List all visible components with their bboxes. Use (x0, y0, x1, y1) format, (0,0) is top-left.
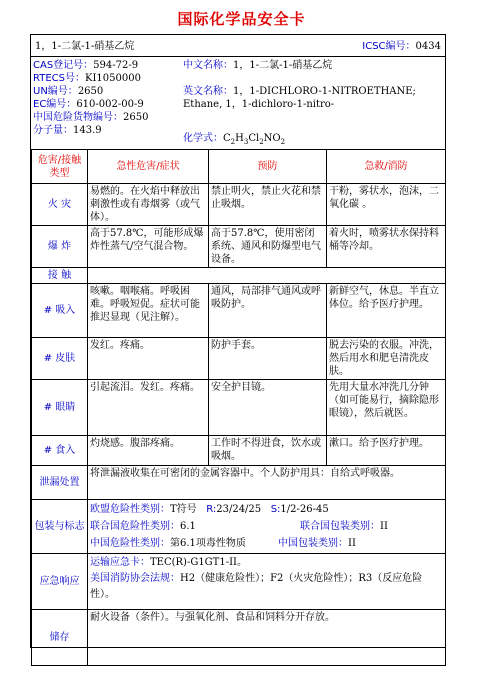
cn-pack-label: 中国包装类别： (278, 538, 348, 549)
table-row (32, 380, 446, 436)
table-row (32, 500, 446, 554)
header-prevention: 预防 (209, 150, 327, 184)
icsc-value: 0434 (415, 41, 441, 52)
transport-value: TEC(R)-G1GT1-II。 (150, 557, 247, 568)
formula-h: H (235, 133, 244, 144)
rtecs-value: KI1050000 (84, 73, 141, 84)
ec-row (33, 98, 183, 111)
table-row (32, 226, 446, 268)
cn-label: 中国危险货物编号： (33, 112, 123, 123)
row-label-skin: # 皮肤 (32, 338, 88, 380)
header-type: 危害/接触类型 (32, 150, 88, 184)
cnname-row (183, 59, 441, 72)
cn-hazard-label: 中国危险性类别： (90, 538, 170, 549)
spill-text: 将泄漏液收集在可密闭的金属容器中。个人防护用具：自给式呼吸器。 (88, 466, 446, 500)
cnname-label: 中文名称： (183, 60, 233, 71)
cn-pack (278, 535, 356, 552)
table-row (32, 284, 446, 338)
row-label-package: 包装与标志 (32, 500, 88, 554)
ec-label: EC编号： (33, 99, 77, 110)
formula-no-n: 2 (280, 138, 286, 146)
cas-label: CAS登记号： (33, 60, 94, 71)
emergency-content (88, 554, 446, 610)
un-pack (300, 518, 388, 535)
row-label-contact: 接 触 (32, 268, 88, 284)
ec-value: 610-002-00-9 (76, 99, 144, 110)
table-row (32, 268, 446, 284)
table-row (32, 466, 446, 500)
ident-left (33, 59, 183, 137)
formula-cl: Cl (248, 133, 260, 144)
table-header-row (32, 150, 446, 184)
row-label-ingest: # 食入 (32, 436, 88, 466)
table-row (32, 338, 446, 380)
cn-value: 2650 (123, 112, 149, 123)
enname-label: 英文名称： (183, 86, 233, 97)
un-value: 2650 (77, 86, 104, 97)
package-un-line (90, 518, 443, 535)
cn-hazard-value: 第6.1项毒性物质 (170, 538, 246, 549)
ident-right (183, 59, 441, 146)
eye-first-aid: 先用大量水冲洗几分钟（如可能易行，摘除隐形眼镜），然后就医。 (327, 380, 446, 436)
transport-line (90, 555, 443, 571)
icsc-label: ICSC编号： (362, 41, 416, 52)
rtecs-label: RTECS号： (33, 73, 85, 84)
eye-prevention: 安全护目镜。 (209, 380, 327, 436)
fire-prevention: 禁止明火，禁止火花和禁止吸烟。 (209, 184, 327, 226)
package-cn-line (90, 535, 443, 552)
s-label: S: (270, 504, 281, 515)
row-label-explosion: 爆 炸 (32, 226, 88, 268)
hazard-table (31, 149, 446, 666)
skin-prevention: 防护手套。 (209, 338, 327, 380)
contact-empty (88, 268, 446, 284)
nfpa-value: H2（健康危险性）；F2（火灾危险性）；R3（反应危险性）。 (90, 573, 423, 600)
row-label-storage: 储存 (32, 610, 88, 666)
un-hazard-value: 6.1 (180, 521, 196, 532)
s-value: 1/2-26-45 (280, 504, 329, 515)
formula-c: C (223, 133, 231, 144)
table-row (32, 554, 446, 610)
ingest-prevention: 工作时不得进食，饮水或吸烟。 (209, 436, 327, 466)
row-label-eye: # 眼睛 (32, 380, 88, 436)
formula-h-n: 3 (243, 138, 249, 146)
divider (31, 56, 445, 57)
un-label: UN编号： (33, 86, 78, 97)
formula-label: 化学式： (183, 133, 223, 144)
inhale-prevention: 通风，局部排气通风或呼吸防护。 (209, 284, 327, 338)
nfpa-label: 美国消防协会法规： (90, 573, 180, 584)
row-label-spill: 泄漏处置 (32, 466, 88, 500)
cn-row (33, 111, 183, 124)
fire-first-aid: 干粉，雾状水，泡沫，二氧化碳 。 (327, 184, 446, 226)
rtecs-row (33, 72, 183, 85)
inhale-first-aid: 新鲜空气，休息。半直立体位。给予医疗护理。 (327, 284, 446, 338)
package-content (88, 500, 446, 554)
icsc-number (362, 40, 441, 53)
storage-text: 耐火设备（条件）。与强氧化剂、食品和饲料分开存放。 (88, 610, 446, 666)
package-eu-line (90, 501, 443, 518)
ingest-symptoms: 灼烧感。腹部疼痛。 (88, 436, 209, 466)
header-symptoms: 急性危害/症状 (88, 150, 209, 184)
table-row (32, 436, 446, 466)
chemical-name-header: 1，1-二氯-1-硝基乙烷 (35, 41, 135, 52)
explosion-symptoms: 高于57.8℃，可能形成爆炸性蒸气/空气混合物。 (88, 226, 209, 268)
fire-symptoms: 易燃的。在火焰中释放出刺激性或有毒烟雾（或气体）。 (88, 184, 209, 226)
un-pack-value: II (380, 521, 388, 532)
eu-value: T符号 (170, 504, 197, 515)
un-hazard-label: 联合国危险性类别： (90, 521, 180, 532)
r-label: R: (206, 504, 217, 515)
row-label-fire: 火 灾 (32, 184, 88, 226)
explosion-prevention: 高于57.8℃，使用密闭系统、通风和防爆型电气设备。 (209, 226, 327, 268)
row-label-inhale: # 吸入 (32, 284, 88, 338)
mw-label: 分子量： (33, 125, 73, 136)
row-label-emergency: 应急响应 (32, 554, 88, 610)
ingest-first-aid: 漱口。给予医疗护理。 (327, 436, 446, 466)
enname-row (183, 85, 441, 111)
formula-c-n: 2 (230, 138, 236, 146)
nfpa-line (90, 571, 443, 603)
cnname-value: 1，1-二氯-1-硝基乙烷 (233, 60, 333, 71)
formula-cl-n: 2 (259, 138, 264, 146)
formula-no: NO (263, 133, 281, 144)
eye-symptoms: 引起流泪。发红。疼痛。 (88, 380, 209, 436)
mw-row (33, 124, 183, 137)
mw-value: 143.9 (73, 125, 102, 136)
un-row (33, 85, 183, 98)
un-pack-label: 联合国包装类别： (300, 521, 380, 532)
eu-label: 欧盟危险性类别： (90, 504, 170, 515)
enname-value: 1，1-DICHLORO-1-NITROETHANE; Ethane, 1，1-dichloro-1-nitro- (183, 86, 416, 110)
formula-row (183, 132, 285, 149)
page-title: 国际化学品安全卡 (177, 10, 306, 28)
skin-symptoms: 发红。疼痛。 (88, 338, 209, 380)
cas-row (33, 59, 183, 72)
header-first-aid: 急救/消防 (327, 150, 446, 184)
transport-label: 运输应急卡： (90, 557, 150, 568)
r-value: 23/24/25 (216, 504, 262, 515)
explosion-first-aid: 着火时，喷雾状水保持料桶等冷却。 (327, 226, 446, 268)
inhale-symptoms: 咳嗽。咽喉痛。呼吸困难。呼吸短促。症状可能推迟显现（见注解）。 (88, 284, 209, 338)
cas-value: 594-72-9 (93, 60, 139, 71)
table-row (32, 184, 446, 226)
safety-card (30, 34, 446, 648)
table-row (32, 610, 446, 666)
skin-first-aid: 脱去污染的衣服。冲洗，然后用水和肥皂清洗皮肤。 (327, 338, 446, 380)
cn-pack-value: II (348, 538, 356, 549)
